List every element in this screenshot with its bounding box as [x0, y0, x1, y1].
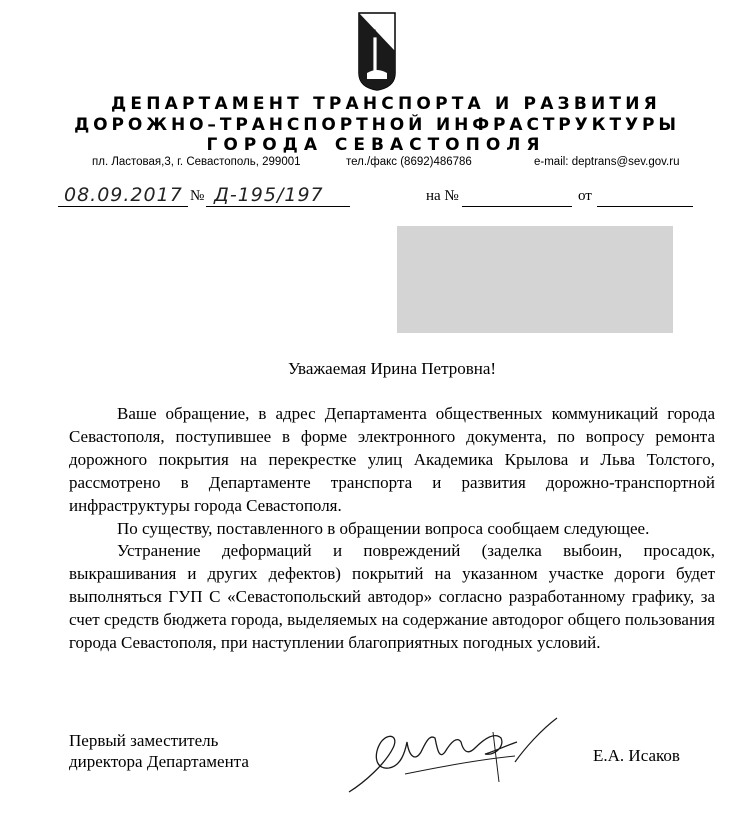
- reference-number-label: на №: [426, 188, 459, 204]
- letterhead-phone: тел./факс (8692)486786: [346, 156, 472, 168]
- body-paragraph: Ваше обращение, в адрес Департамента общественных коммуникаций города Севастополя, поступившее в форме электронного документа, по вопросу ремонта дорожного покрытия на перекрестке улиц Академика Крылова и Льва Толстого, рассмотрено в Департаменте транспорта и развития дорожно-транспортной инфраструктуры города Севастополя.: [69, 404, 715, 515]
- outgoing-number: Д-195/197: [214, 184, 324, 206]
- letterhead-email: e-mail: deptrans@sev.gov.ru: [534, 156, 680, 168]
- number-symbol: №: [190, 188, 205, 204]
- redacted-addressee-block: [397, 226, 673, 333]
- letterhead-line-3: ГОРОДА СЕВАСТОПОЛЯ: [206, 135, 546, 155]
- signatory-name: Е.А. Исаков: [593, 746, 680, 765]
- greeting: Уважаемая Ирина Петровна!: [287, 359, 497, 378]
- signatory-title-line: директора Департамента: [69, 752, 249, 771]
- reference-date-blank: [597, 206, 693, 207]
- letterhead-line-2: ДОРОЖНО–ТРАНСПОРТНОЙ ИНФРАСТРУКТУРЫ: [74, 115, 680, 135]
- reference-date-label: от: [578, 188, 592, 204]
- signatory-title-line: Первый заместитель: [69, 731, 219, 750]
- letterhead-address: пл. Ластовая,3, г. Севастополь, 299001: [92, 156, 301, 168]
- handwritten-signature: [345, 712, 575, 798]
- outgoing-date: 08.09.2017: [64, 184, 183, 206]
- body-paragraph: Устранение деформаций и повреждений (заделка выбоин, просадок, выкрашивания и других дефектов) покрытий на указанном участке дороги будет выполняться ГУП С «Севастопольский автодор» согласно разработанному графику, за счет средств бюджета города, выделяемых на содержание автодорог общего пользования города Севастополя, при наступлении благоприятных погодных условий.: [69, 541, 715, 653]
- signatory-title: [69, 730, 249, 772]
- reference-number-blank: [462, 206, 572, 207]
- body-paragraph: По существу, поставленного в обращении вопроса сообщаем следующее.: [117, 518, 650, 538]
- sevastopol-coat-of-arms-emblem: [357, 11, 397, 91]
- date-underline: [58, 206, 188, 207]
- letterhead-line-1: ДЕПАРТАМЕНТ ТРАНСПОРТА И РАЗВИТИЯ: [111, 94, 661, 114]
- number-underline: [206, 206, 350, 207]
- letter-body: [69, 403, 715, 655]
